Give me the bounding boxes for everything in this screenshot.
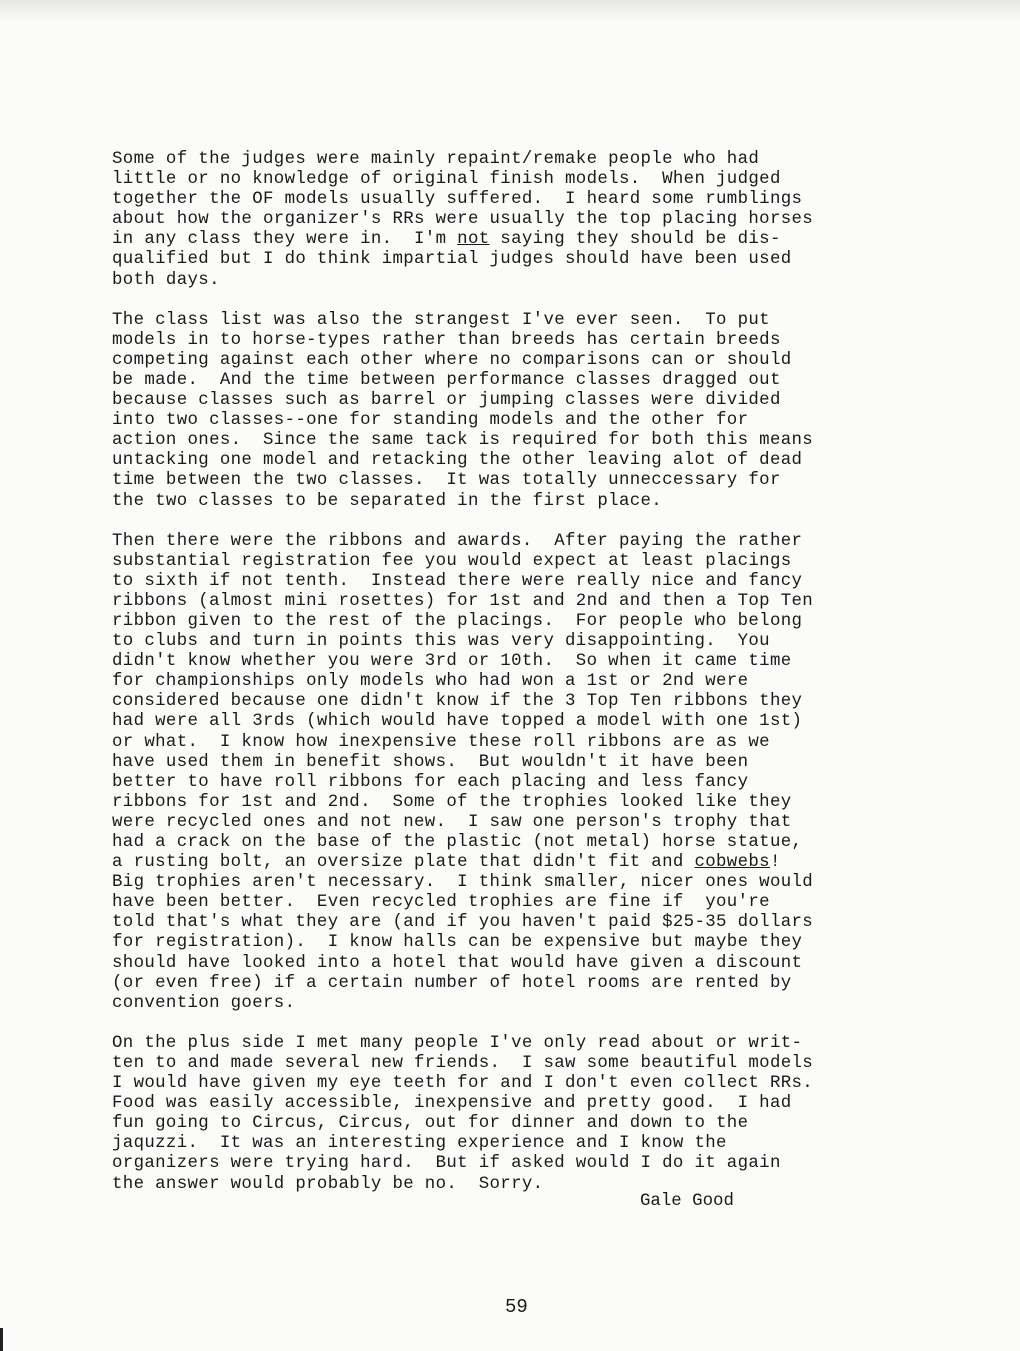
text-line: [112, 371, 912, 391]
text-line: [112, 833, 912, 853]
text-segment: saying they should be dis-: [489, 230, 781, 250]
text-line: [112, 311, 912, 331]
text-segment: together the OF models usually suffered. I heard some rumblings: [112, 190, 803, 210]
text-segment: better to have roll ribbons for each placing and less fancy: [112, 772, 749, 792]
text-segment: Big trophies aren't necessary. I think smaller, nicer ones would: [112, 873, 814, 893]
text-line: [112, 391, 912, 411]
text-line: [112, 190, 912, 210]
text-line: [112, 773, 912, 793]
text-segment: for registration). I know halls can be expensive but maybe they: [112, 933, 803, 953]
text-line: [112, 492, 912, 512]
text-segment: time between the two classes. It was totally unneccessary for: [112, 471, 781, 491]
text-line: [112, 150, 912, 170]
text-line: [112, 451, 912, 471]
text-line: [112, 271, 912, 291]
paragraph-2: [112, 311, 912, 512]
text-segment: because classes such as barrel or jumping classes were divided: [112, 391, 781, 411]
paragraph-4: [112, 1034, 912, 1195]
text-segment: be made. And the time between performance classes dragged out: [112, 370, 781, 390]
paragraph-3: [112, 532, 912, 1014]
text-segment: in any class they were in. I'm: [112, 230, 458, 250]
text-line: [112, 1134, 912, 1154]
text-line: [112, 793, 912, 813]
text-segment: about how the organizer's RRs were usually the top placing horses: [112, 210, 814, 230]
text-line: [112, 873, 912, 893]
text-line: [112, 974, 912, 994]
text-segment: into two classes--one for standing models and the other for: [112, 411, 749, 431]
text-segment: had were all 3rds (which would have topped a model with one 1st): [112, 712, 803, 732]
text-line: [112, 753, 912, 773]
text-line: [112, 1114, 912, 1134]
text-line: [112, 1034, 912, 1054]
text-segment: the answer would probably be no. Sorry.: [112, 1174, 544, 1194]
text-segment: for championships only models who had won a 1st or 2nd were: [112, 672, 749, 692]
text-segment: The class list was also the strangest I've ever seen. To put: [112, 310, 770, 330]
text-segment: competing against each other where no comparisons can or should: [112, 350, 792, 370]
text-line: [112, 813, 912, 833]
text-line: [112, 632, 912, 652]
text-segment: untacking one model and retacking the other leaving alot of dead: [112, 451, 803, 471]
text-line: [112, 893, 912, 913]
text-segment: convention goers.: [112, 993, 296, 1013]
text-segment: a rusting bolt, an oversize plate that didn't fit and: [112, 853, 695, 873]
text-segment: have been better. Even recycled trophies are fine if you're: [112, 893, 770, 913]
text-line: [112, 351, 912, 371]
text-line: [112, 853, 912, 873]
underlined-word: cobwebs: [694, 853, 770, 873]
text-segment: Some of the judges were mainly repaint/remake people who had: [112, 150, 760, 169]
text-segment: to clubs and turn in points this was very disappointing. You: [112, 632, 770, 652]
text-segment: ribbon given to the rest of the placings. For people who belong: [112, 611, 803, 631]
scan-top-edge: [0, 0, 1020, 22]
text-segment: On the plus side I met many people I've only read about or writ-: [112, 1033, 803, 1053]
text-line: [112, 733, 912, 753]
text-segment: I would have given my eye teeth for and I don't even collect RRs.: [112, 1074, 814, 1094]
text-segment: ten to and made several new friends. I saw some beautiful models: [112, 1053, 814, 1073]
text-segment: had a crack on the base of the plastic (not metal) horse statue,: [112, 833, 803, 852]
text-segment: the two classes to be separated in the first place.: [112, 491, 663, 511]
text-segment: were recycled ones and not new. I saw one person's trophy that: [112, 812, 792, 832]
text-line: [112, 411, 912, 431]
text-line: [112, 471, 912, 491]
text-line: [112, 692, 912, 712]
text-segment: Food was easily accessible, inexpensive and pretty good. I had: [112, 1094, 792, 1114]
text-segment: both days.: [112, 270, 220, 290]
article-body: [112, 150, 912, 1215]
text-line: [112, 1074, 912, 1094]
text-line: [112, 572, 912, 592]
text-line: [112, 1054, 912, 1074]
text-line: [112, 431, 912, 451]
text-line: [112, 712, 912, 732]
text-line: [112, 1175, 912, 1195]
text-segment: substantial registration fee you would expect at least placings: [112, 551, 792, 571]
text-segment: jaquzzi. It was an interesting experience and I know the: [112, 1134, 727, 1154]
text-segment: action ones. Since the same tack is required for both this means: [112, 431, 814, 451]
text-line: [112, 933, 912, 953]
text-segment: didn't know whether you were 3rd or 10th. So when it came time: [112, 652, 792, 672]
text-line: [112, 250, 912, 270]
text-line: [112, 230, 912, 250]
text-segment: little or no knowledge of original finish models. When judged: [112, 170, 781, 190]
text-line: [112, 994, 912, 1014]
text-segment: told that's what they are (and if you haven't paid $25-35 dollars: [112, 913, 814, 933]
text-segment: ribbons (almost mini rosettes) for 1st and 2nd and then a Top Ten: [112, 591, 814, 611]
author-signature: Gale Good: [640, 1192, 734, 1211]
text-line: [112, 532, 912, 552]
scan-edge-mark: [0, 1328, 3, 1351]
text-segment: to sixth if not tenth. Instead there were really nice and fancy: [112, 571, 803, 591]
text-line: [112, 913, 912, 933]
text-segment: or what. I know how inexpensive these roll ribbons are as we: [112, 732, 770, 752]
text-segment: Then there were the ribbons and awards. After paying the rather: [112, 531, 803, 551]
text-line: [112, 170, 912, 190]
text-segment: organizers were trying hard. But if asked would I do it again: [112, 1154, 781, 1174]
text-line: [112, 652, 912, 672]
text-line: [112, 1094, 912, 1114]
text-segment: ribbons for 1st and 2nd. Some of the trophies looked like they: [112, 792, 792, 812]
underlined-word: not: [457, 230, 490, 250]
text-line: [112, 552, 912, 572]
text-line: [112, 612, 912, 632]
text-line: [112, 954, 912, 974]
text-line: [112, 672, 912, 692]
text-segment: models in to horse-types rather than breeds has certain breeds: [112, 330, 781, 350]
text-segment: (or even free) if a certain number of hotel rooms are rented by: [112, 973, 792, 993]
text-line: [112, 592, 912, 612]
text-line: [112, 1154, 912, 1174]
page-number: 59: [505, 1296, 528, 1318]
text-segment: should have looked into a hotel that would have given a discount: [112, 953, 803, 973]
text-segment: qualified but I do think impartial judges should have been used: [112, 250, 792, 270]
text-segment: !: [769, 853, 781, 873]
text-segment: considered because one didn't know if the 3 Top Ten ribbons they: [112, 692, 803, 712]
text-segment: have used them in benefit shows. But wouldn't it have been: [112, 752, 749, 772]
text-line: [112, 331, 912, 351]
paragraph-1: [112, 150, 912, 291]
text-line: [112, 210, 912, 230]
text-segment: fun going to Circus, Circus, out for dinner and down to the: [112, 1114, 749, 1134]
